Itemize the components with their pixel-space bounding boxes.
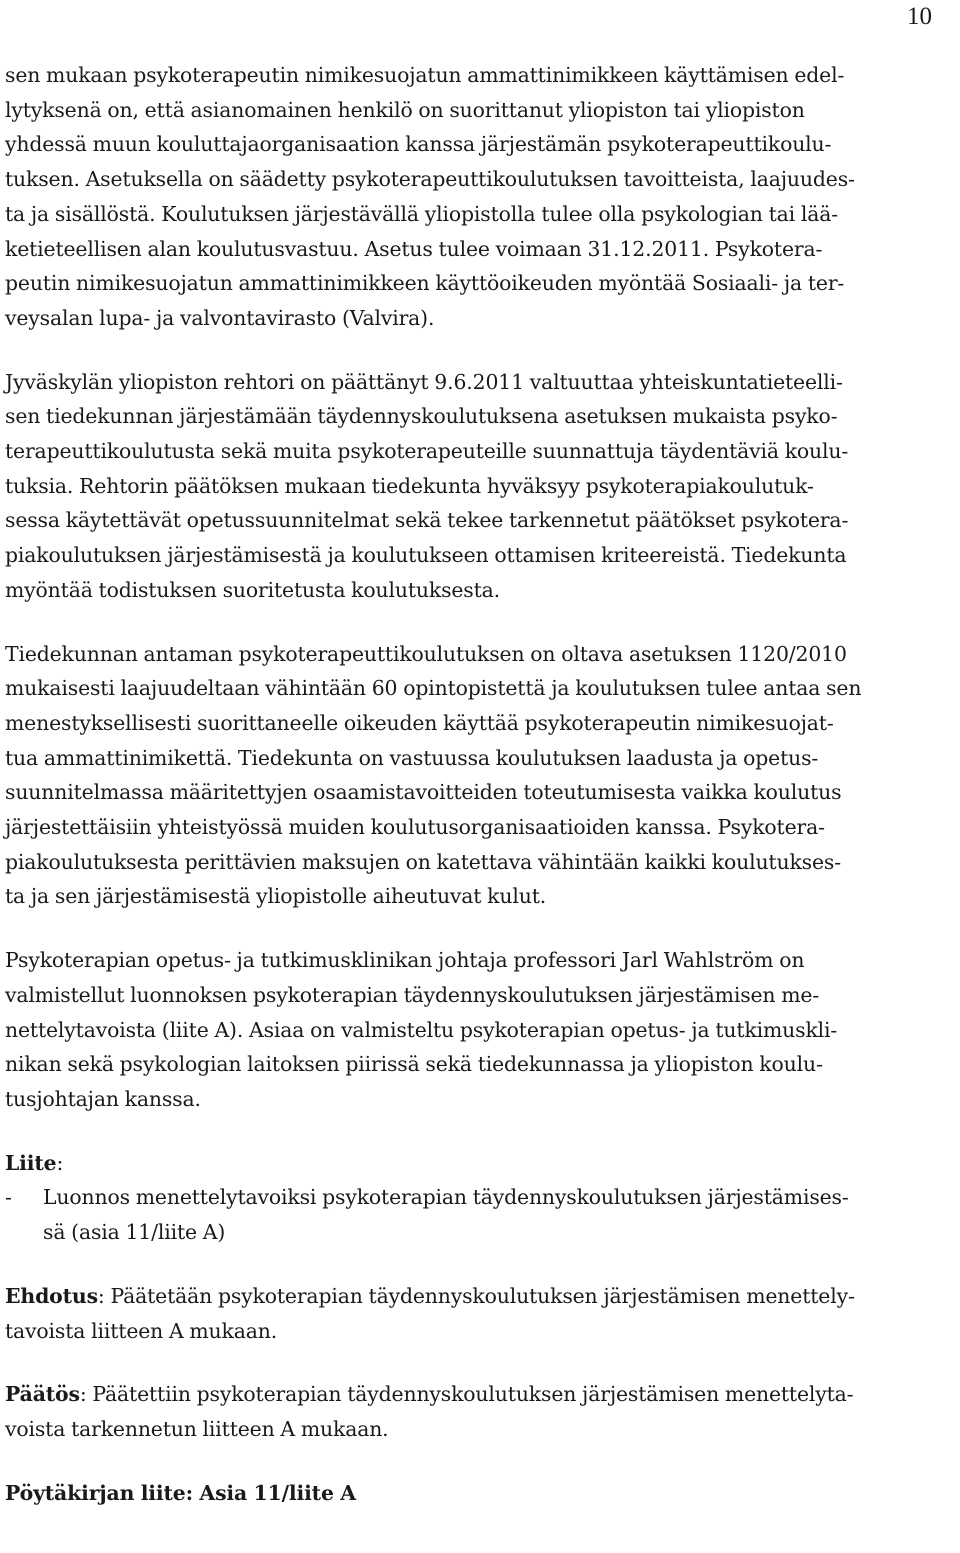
text-line: Psykoterapian opetus- ja tutkimusklinikan johtaja professori Jarl Wahlström on [5,948,805,973]
ehdotus-line [5,1279,940,1314]
ehdotus-section [5,1279,940,1348]
text-line: sen mukaan psykoterapeutin nimikesuojatun ammattinimikkeen käyttämisen edel- [5,63,845,87]
text-line: Jyväskylän yliopiston rehtori on päättänyt 9.6.2011 valtuuttaa yhteiskuntatieteelli- [5,369,843,394]
text-line: tusjohtajan kanssa. [5,1086,201,1111]
poytakirjan-liite-label: Pöytäkirjan liite: Asia 11/liite A [5,1480,356,1505]
paragraph-psykoterapeutti-nimike [5,58,940,336]
text-line: piakoulutuksesta perittävien maksujen on katettava vähintään kaikki koulutukses- [5,849,841,874]
paatos-section [5,1377,940,1446]
liite-item-continuation: sä (asia 11/liite A) [43,1220,226,1245]
text-line: järjestettäisiin yhteistyössä muiden koulutusorganisaatioiden kanssa. Psykotera- [5,815,825,840]
paatos-continuation: voista tarkennetun liitteen A mukaan. [5,1416,389,1441]
text-line: sessa käytettävät opetussuunnitelmat sekä tekee tarkennetut päätökset psykotera- [5,508,849,533]
paatos-text: : Päätettiin psykoterapian täydennyskoulutuksen järjestämisen menettelyta- [79,1382,854,1407]
ehdotus-label: Ehdotus [5,1283,98,1308]
text-line: suunnitelmassa määritettyjen osaamistavoitteiden toteutumisesta vaikka koulutus [5,780,842,805]
text-line: peutin nimikesuojatun ammattinimikkeen käyttöoikeuden myöntää Sosiaali- ja ter- [5,271,845,296]
text-line: myöntää todistuksen suoritetusta koulutuksesta. [5,577,500,602]
liite-item [5,1180,940,1215]
liite-heading [5,1146,940,1181]
text-line: sen tiedekunnan järjestämään täydennyskoulutuksena asetuksen mukaista psyko- [5,404,838,429]
text-line: yhdessä muun kouluttajaorganisaation kanssa järjestämän psykoterapeuttikoulu- [5,132,832,157]
text-line: menestyksellisesti suorittaneelle oikeuden käyttää psykoterapeutin nimikesuojat- [5,710,834,735]
text-line: nikan sekä psykologian laitoksen piirissä sekä tiedekunnassa ja yliopiston koulu- [5,1052,823,1077]
text-line: veysalan lupa- ja valvontavirasto (Valvira). [5,305,435,330]
ehdotus-continuation: tavoista liitteen A mukaan. [5,1318,278,1343]
ehdotus-text: : Päätetään psykoterapian täydennyskoulutuksen järjestämisen menettely- [97,1283,855,1308]
paragraph-rehtorin-paatos [5,365,940,608]
liite-item-text: Luonnos menettelytavoiksi psykoterapian täydennyskoulutuksen järjestämises- [43,1185,849,1210]
text-line: tuksia. Rehtorin päätöksen mukaan tiedekunta hyväksyy psykoterapiakoulutuk- [5,473,814,498]
text-line: ketieteellisen alan koulutusvastuu. Asetus tulee voimaan 31.12.2011. Psykotera- [5,236,823,261]
liite-colon: : [56,1150,64,1175]
paatos-label: Päätös [5,1382,80,1407]
text-line: terapeuttikoulutusta sekä muita psykoterapeuteille suunnattuja täydentäviä koulu- [5,439,849,464]
paatos-line [5,1377,940,1412]
text-line: tua ammattinimikettä. Tiedekunta on vastuussa koulutuksen laadusta ja opetus- [5,745,819,770]
poytakirjan-liite-section [5,1476,940,1511]
liite-label: Liite [5,1150,57,1175]
text-line: mukaisesti laajuudeltaan vähintään 60 opintopistettä ja koulutuksen tulee antaa sen [5,676,862,701]
paragraph-valmistelu [5,943,940,1117]
text-line: nettelytavoista (liite A). Asiaa on valmisteltu psykoterapian opetus- ja tutkimuskli- [5,1017,838,1042]
liite-section [5,1146,940,1250]
text-line: valmistellut luonnoksen psykoterapian täydennyskoulutuksen järjestämisen me- [5,982,820,1007]
poytakirjan-liite-line [5,1476,940,1511]
document-body [5,58,940,1510]
list-dash: - [5,1185,12,1210]
text-line: ta ja sen järjestämisestä yliopistolle aiheutuvat kulut. [5,884,547,909]
text-line: lytyksenä on, että asianomainen henkilö on suorittanut yliopiston tai yliopiston [5,97,805,122]
text-line: ta ja sisällöstä. Koulutuksen järjestävällä yliopistolla tulee olla psykologian tai lää- [5,201,838,226]
paragraph-koulutuksen-laajuus [5,637,940,915]
page-number: 10 [907,3,932,30]
text-line: piakoulutuksen järjestämisestä ja koulutukseen ottamisen kriteereistä. Tiedekunta [5,543,847,568]
text-line: tuksen. Asetuksella on säädetty psykoterapeuttikoulutuksen tavoitteista, laajuudes- [5,167,855,192]
text-line: Tiedekunnan antaman psykoterapeuttikoulutuksen on oltava asetuksen 1120/2010 [5,641,847,666]
